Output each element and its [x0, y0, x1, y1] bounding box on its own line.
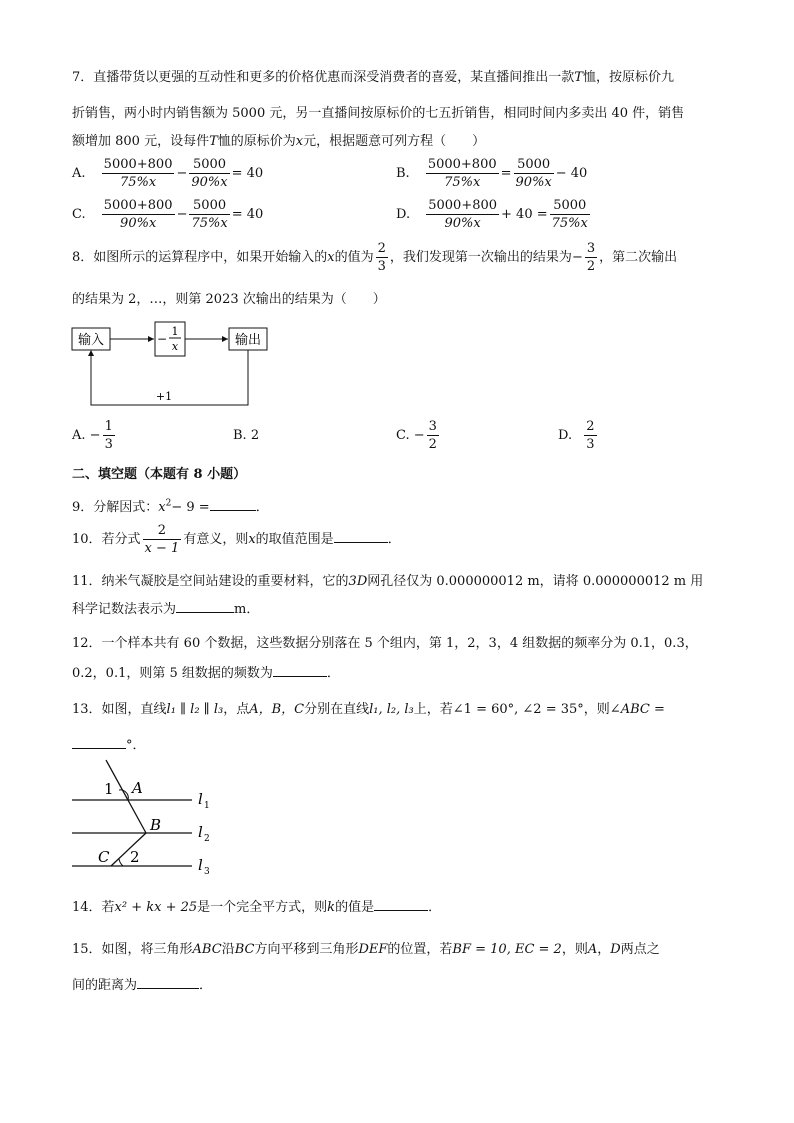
option-label: C. [72, 207, 86, 222]
option-label: D. [558, 428, 573, 443]
q8-text-2: 的结果为 2，…，则第 2023 次输出的结果为（ ） [72, 292, 386, 307]
q15-text-1e: ，则 [561, 942, 588, 957]
point-c-label: C [98, 848, 110, 866]
q7-text-1b: 恤，按原标价九 [582, 70, 674, 85]
q8-output-fraction [585, 240, 597, 275]
q9-exponent: 2 [165, 498, 172, 509]
q14-text-b: 是一个完全平方式，则 [197, 900, 328, 915]
l1-label: l [198, 790, 203, 808]
q11-text-2a: 科学记数法表示为 [72, 602, 177, 617]
option-tail: = 40 [231, 207, 264, 222]
denominator: 75%x [444, 175, 481, 190]
q7-line3 [72, 130, 485, 149]
numerator: 5000 [189, 156, 229, 174]
numerator: 5000+800 [427, 157, 497, 172]
l1-subscript: 1 [204, 801, 210, 811]
q11-line1 [72, 570, 703, 589]
q7-option-d[interactable] [396, 197, 592, 232]
denominator: 90%x [444, 216, 481, 231]
q8-out-sign: − [571, 250, 583, 265]
segment-bc [111, 833, 146, 866]
q9-expr: − 9 = [171, 500, 210, 515]
option-label: C. [396, 428, 410, 443]
q15-answer-blank[interactable] [137, 987, 199, 989]
q8-text-1d: ，第二次输出 [599, 250, 678, 265]
fraction [550, 197, 590, 232]
q13-text-1b: ，点 [223, 702, 250, 717]
numerator: 3 [586, 241, 596, 256]
q13-target: ∠ABC = [609, 702, 665, 717]
q13-line1 [72, 698, 665, 717]
l2-label: l [198, 823, 203, 841]
q10-fraction [143, 522, 182, 557]
q13-text-1c: 分别在直线 [304, 702, 370, 717]
q7-T1: T [574, 70, 583, 85]
option-label: D. [396, 207, 411, 222]
denominator: 75%x [551, 216, 588, 231]
q9-text: 9．分解因式： [72, 500, 159, 515]
q11-line2 [72, 598, 259, 617]
denominator: 3 [586, 437, 595, 452]
q9-answer-blank[interactable] [210, 509, 256, 511]
operator: − [176, 166, 188, 181]
q7-option-b[interactable] [396, 156, 587, 191]
q12-answer-blank[interactable] [273, 675, 327, 677]
q15-line2 [72, 974, 212, 993]
operation-sign: − [156, 332, 168, 346]
q9-x: x [158, 500, 166, 515]
denominator: 90%x [515, 175, 552, 190]
q15-point-a: A [587, 942, 598, 957]
q7-x: x [295, 134, 304, 149]
q15-text-1c: 方向平移到三角形 [254, 942, 359, 957]
q10-answer-blank[interactable] [334, 541, 388, 543]
q13-line2 [72, 734, 146, 753]
q8-line1 [72, 240, 677, 275]
numerator: 5000 [514, 156, 554, 174]
operator: = [500, 166, 512, 181]
denominator: 3 [377, 259, 386, 274]
fraction [426, 156, 499, 191]
input-label: 输入 [77, 333, 105, 348]
loop-label: +1 [155, 390, 173, 403]
fraction [102, 197, 175, 232]
q12-line1 [72, 632, 698, 651]
q8-text-1a: 8．如图所示的运算程序中，如果开始输入的 [72, 250, 328, 265]
q15-text-1b: 沿 [221, 942, 235, 957]
denominator: x − 1 [144, 541, 180, 556]
q15-end: ． [199, 978, 213, 993]
q12-text-1: 12．一个样本共有 60 个数据，这些数据分别落在 5 个组内，第 1，2，3，4 组数据的频率分为 0.1，0.3， [72, 636, 698, 651]
operation-denominator: x [171, 340, 179, 353]
q8-option-b[interactable] [233, 428, 259, 443]
fraction [189, 197, 229, 232]
denominator: 75%x [191, 216, 228, 231]
q10 [72, 522, 401, 557]
fraction [189, 156, 229, 191]
q14-end: ． [428, 900, 442, 915]
q8-text-1c: ，我们发现第一次输出的结果为 [389, 250, 572, 265]
q7-text-1: 7．直播带货以更强的互动性和更多的价格优惠而深受消费者的喜爱，某直播间推出一款 [72, 70, 575, 85]
q15-point-d: D [610, 942, 621, 957]
q14-text-c: 的值是 [335, 900, 375, 915]
q13-text-1d: 上，若 [413, 702, 453, 717]
q7-text-2: 折销售，两小时内销售额为 5000 元，另一直播间按原标价的七五折销售，相同时间内多卖出 40 件，销售 [72, 106, 685, 121]
denominator: 90%x [120, 216, 157, 231]
q11-answer-blank[interactable] [176, 611, 234, 613]
option-label: B. [396, 166, 410, 181]
arrow-1-head [148, 336, 154, 342]
q14-k: k [327, 900, 336, 915]
q7-text-3a: 额增加 800 元，设每件 [72, 134, 210, 149]
fraction [102, 156, 175, 191]
operator: − [176, 207, 188, 222]
q12-text-2: 0.2，0.1，则第 5 组数据的频数为 [72, 666, 273, 681]
arrow-2-head [222, 336, 228, 342]
section-heading [72, 463, 246, 482]
q9 [72, 496, 269, 515]
q13-text-1e: ，则 [583, 702, 610, 717]
q10-text-a: 10．若分式 [72, 532, 141, 547]
numerator: 5000+800 [103, 198, 173, 213]
numerator: 1 [104, 419, 113, 434]
q8-line2 [72, 288, 386, 307]
numerator: 3 [428, 419, 437, 434]
denominator: 75%x [119, 175, 157, 190]
q15-abc: ABC [192, 942, 222, 957]
q7-line1 [72, 66, 674, 85]
q11-text-1a: 11．纳米气凝胶是空间站建设的重要材料，它的 [72, 574, 349, 589]
q13-points: A，B，C [249, 702, 305, 717]
q14-answer-blank[interactable] [374, 909, 428, 911]
q8-input-fraction [376, 240, 388, 275]
denominator: 3 [104, 437, 113, 452]
q15-text-1f: 两点之 [620, 942, 660, 957]
operation-numerator: 1 [171, 325, 179, 338]
loop-arrow-head [88, 350, 94, 356]
q15-comma: ， [597, 942, 611, 957]
option-sign: − [89, 428, 101, 443]
q13-text-1a: 13．如图，直线 [72, 702, 167, 717]
q7-line2 [72, 102, 684, 121]
l3-subscript: 3 [204, 867, 210, 877]
q13-answer-blank[interactable] [72, 747, 126, 749]
q9-end: ． [255, 500, 269, 515]
q13-degree: °． [126, 738, 146, 753]
q8-option-a[interactable] [72, 418, 117, 453]
q13-angles: ∠1 = 60°, ∠2 = 35° [452, 702, 584, 717]
q12-line2 [72, 662, 340, 681]
fraction [514, 156, 554, 191]
q11-text-2b: m． [234, 602, 260, 617]
option-value: 2 [250, 428, 260, 443]
fraction [584, 418, 596, 453]
option-label: A. [72, 166, 86, 181]
fraction [103, 418, 115, 453]
q10-text-c: 的取值范围是 [255, 532, 334, 547]
numerator: 5000 [550, 197, 590, 215]
q13-parallel-lines: l₁ ∥ l₂ ∥ l₃ [166, 702, 224, 717]
q8-option-c[interactable] [396, 418, 441, 453]
q11-text-1b: 网孔径仅为 0.000000012 m，请将 0.000000012 m 用 [367, 574, 704, 589]
point-a-label: A [132, 779, 143, 797]
q13-lines-list: l₁, l₂, l₃ [369, 702, 414, 717]
q8-option-d[interactable] [558, 418, 599, 453]
q7-text-3b: 恤的原标价为 [217, 134, 296, 149]
option-tail: = 40 [231, 166, 264, 181]
q14 [72, 896, 441, 915]
l3-label: l [198, 856, 203, 874]
denominator: 2 [586, 259, 596, 274]
q15-line1 [72, 938, 660, 957]
q15-bc: BC [234, 942, 255, 957]
q10-x: x [248, 532, 256, 547]
section-title: 二、填空题（本题有 8 小题） [72, 467, 247, 482]
output-label: 输出 [234, 333, 262, 348]
q7-T2: T [209, 134, 218, 149]
numerator: 5000+800 [103, 157, 173, 172]
q14-text-a: 14．若 [72, 900, 115, 915]
option-label: A. [72, 428, 86, 443]
fraction [427, 418, 439, 453]
q15-text-1d: 的位置，若 [387, 942, 453, 957]
q8-x: x [327, 250, 335, 265]
angle-2-arc [119, 859, 123, 866]
q12-end: ． [326, 666, 340, 681]
numerator: 2 [586, 419, 595, 434]
q15-text-2a: 间的距离为 [72, 978, 138, 993]
q10-text-b: 有意义，则 [183, 532, 249, 547]
numerator: 5000 [189, 197, 229, 215]
option-sign: − [413, 428, 425, 443]
angle-1-label: 1 [104, 780, 114, 798]
q14-expr: x² + kx + 25 [114, 900, 198, 915]
fraction [426, 197, 499, 232]
denominator: 2 [428, 437, 437, 452]
l2-subscript: 2 [204, 834, 210, 844]
q15-text-1a: 15．如图，将三角形 [72, 942, 193, 957]
option-label: B. [233, 428, 247, 443]
q15-condition: BF = 10, EC = 2 [452, 942, 562, 957]
point-b-label: B [150, 816, 162, 834]
q8-text-1b: 的值为 [334, 250, 374, 265]
option-tail: − 40 [555, 166, 588, 181]
q13-figure [66, 758, 226, 878]
numerator: 2 [143, 522, 182, 540]
operator: + 40 = [501, 207, 548, 222]
angle-2-label: 2 [130, 848, 140, 866]
q10-end: ． [387, 532, 401, 547]
numerator: 2 [377, 241, 386, 256]
q7-text-3c: 元，根据题意可列方程（ ） [303, 134, 486, 149]
denominator: 90%x [191, 175, 228, 190]
q11-3d: 3D [348, 574, 368, 589]
q7-option-c[interactable] [72, 197, 263, 232]
q7-option-a[interactable] [72, 156, 263, 191]
numerator: 5000+800 [428, 198, 498, 213]
q15-def: DEF [358, 942, 388, 957]
q8-flow-diagram [66, 318, 286, 410]
